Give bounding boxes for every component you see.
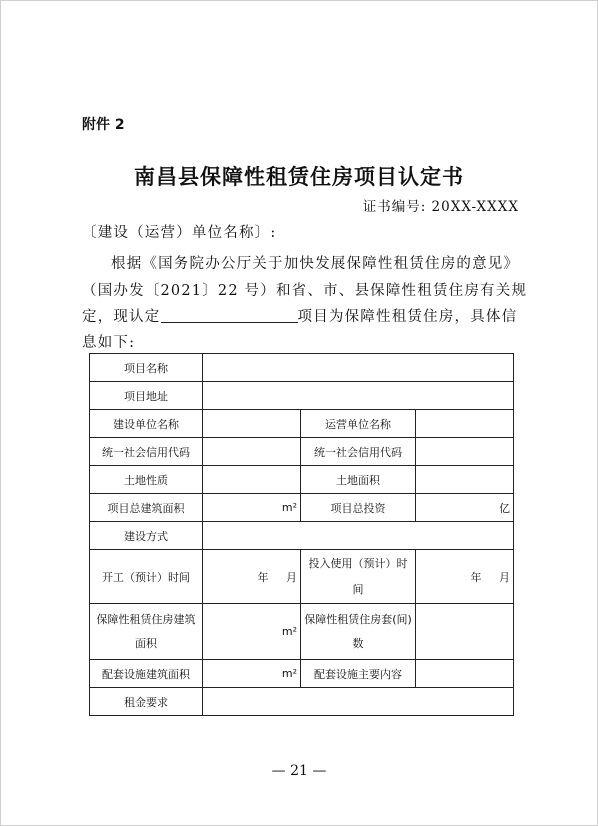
table-row [90,354,514,382]
project-address-label: 项目地址 [90,382,203,410]
table-row [90,550,514,604]
table-row [90,604,514,660]
construction-unit-label: 建设单位名称 [90,410,203,438]
total-investment-label: 项目总投资 [301,494,416,522]
table-row [90,466,514,494]
project-name-cell[interactable] [203,354,514,382]
table-row [90,522,514,550]
start-time-label: 开工（预计）时间 [90,550,203,604]
total-investment-unit: 亿 [416,494,514,522]
land-nature-label: 土地性质 [90,466,203,494]
housing-units-cell[interactable] [416,604,514,660]
land-nature-cell[interactable] [203,466,301,494]
facility-area-unit: m² [203,660,301,688]
addressee-line: 〔建设（运营）单位名称〕: [82,225,277,241]
project-address-cell[interactable] [203,382,514,410]
construction-method-cell[interactable] [203,522,514,550]
body-line-4: 息如下: [82,335,136,351]
construction-method-label: 建设方式 [90,522,203,550]
certificate-table [89,353,514,716]
start-time-year-month: 年 月 [203,550,301,604]
use-time-year-month: 年 月 [416,550,514,604]
facility-content-label: 配套设施主要内容 [301,660,416,688]
land-area-cell[interactable] [416,466,514,494]
operation-unit-label: 运营单位名称 [301,410,416,438]
body-line-1: 根据《国务院办公厅关于加快发展保障性租赁住房的意见》 [111,256,520,272]
facility-area-label: 配套设施建筑面积 [90,660,203,688]
body-line-2: （国办发〔2021〕22 号）和省、市、县保障性租赁住房有关规 [82,283,528,299]
certificate-number: 证书编号: 20XX-XXXX [362,199,519,215]
attachment-label: 附件 2 [82,117,125,133]
total-building-area-unit: m² [203,494,301,522]
total-building-area-label: 项目总建筑面积 [90,494,203,522]
operation-unit-cell[interactable] [416,410,514,438]
credit-code-cell-left[interactable] [203,438,301,466]
credit-code-label-left: 统一社会信用代码 [90,438,203,466]
construction-unit-cell[interactable] [203,410,301,438]
land-area-label: 土地面积 [301,466,416,494]
housing-area-label: 保障性租赁住房建筑面积 [90,604,203,660]
table-row [90,410,514,438]
housing-units-label: 保障性租赁住房套(间)数 [301,604,416,660]
table-row [90,494,514,522]
page-number: — 21 — [271,763,327,779]
facility-content-cell[interactable] [416,660,514,688]
credit-code-label-right: 统一社会信用代码 [301,438,416,466]
rent-requirement-label: 租金要求 [90,688,203,716]
table-row [90,438,514,466]
project-name-blank[interactable] [161,308,298,323]
table-row [90,382,514,410]
credit-code-cell-right[interactable] [416,438,514,466]
housing-area-unit: m² [203,604,301,660]
table-row [90,660,514,688]
rent-requirement-cell[interactable] [203,688,514,716]
project-name-label: 项目名称 [90,354,203,382]
table-row [90,688,514,716]
body-line-3-before: 定，现认定 [82,309,161,325]
body-line-3 [82,305,517,326]
use-time-label: 投入使用（预计）时间 [301,550,416,604]
body-line-3-after: 项目为保障性租赁住房，具体信 [297,309,518,325]
document-title: 南昌县保障性租赁住房项目认定书 [134,164,464,189]
